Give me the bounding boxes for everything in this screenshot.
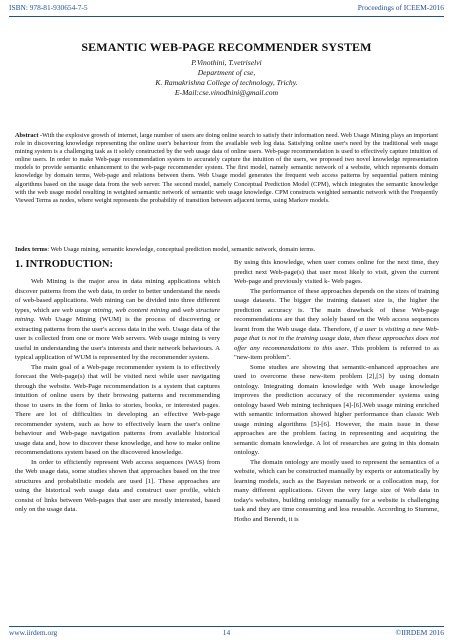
text-run: . This problem is referred to as "new-item problem".: [234, 344, 439, 361]
section-heading: 1. INTRODUCTION:: [15, 259, 114, 270]
left-column: [15, 277, 220, 515]
text-run: . Web Usage Mining (WUM) is the process of discovering or extracting patterns from the user's access data in the web. Usage data of the user is collected from one or more Web servers. Web usage mining is very useful in understanding the user's interests and their network behaviours. A typical application of WUM is represented by the recommender system.: [15, 316, 220, 361]
page-footer: [9, 628, 444, 638]
copyright: ©IIRDEM 2016: [395, 628, 444, 637]
paragraph: By using this knowledge, when user comes online for the next time, they predict next Web-page(s) that user most likely to visit, given the current Web-page and previously visited k- Web pages.: [234, 259, 439, 285]
abstract-label: Abstract -: [15, 132, 43, 139]
paper-title: SEMANTIC WEB-PAGE RECOMMENDER SYSTEM: [81, 40, 372, 54]
index-terms: [15, 246, 438, 254]
paragraph: [15, 277, 220, 363]
paragraph: Some studies are showing that semantic-enhanced approaches are used to overcome these new-item problem [2],[3] by using domain ontology. Integrating domain knowledge with Web usage knowledge improves the prediction accuracy of the recommender systems using ontology based Web mining techniques [4]-[6].Web usage mining enriched with semantic information showed higher performance than classic Web usage mining algorithms [5]-[6]. However, the main issue in these approaches are the problem facing in representing and acquiring the semantic domain knowledge. A lot of researches are going in this domain ontology.: [234, 363, 439, 456]
text-run-italic: web structure mining: [15, 306, 220, 323]
text-run: and: [168, 306, 183, 314]
page-number: 14: [222, 628, 231, 637]
isbn-text: ISBN: 978-81-930654-7-5: [9, 3, 88, 12]
abstract: [15, 132, 438, 205]
page-header: [9, 3, 444, 15]
footer-rule: [9, 626, 444, 627]
index-terms-text: : Web Usage mining, semantic knowledge, conceptual prediction model, semantic network, domain terms.: [47, 246, 316, 253]
text-run: The performance of these approaches depends on the sizes of training usage datasets. The bigger the training dataset size is, the higher the prediction accuracy is. The main drawback of these Web-page recommendations are that they solely based on the Web access sequences learnt from the Web usage data. Therefore,: [234, 287, 439, 333]
college: K. Ramakrishna College of technology, Trichy.: [155, 78, 298, 87]
text-run-italic: web usage mining, web content mining: [61, 306, 169, 314]
department: Department of cse,: [197, 68, 256, 77]
paragraph: [234, 287, 439, 363]
paragraph: The main goal of a Web-page recommender system is to effectively forecast the Web-page(s) that will be visited next while user navigating through the website. Web-Page recommendation is a system that captures intuition of online users by their browsing patterns and recommending those to users in the form of links to stories, books, or interested pages. There are lot of difficulties in developing an effective Web-page recommender system, such as how to effectively learn the user's online behaviour and Web-page navigation patterns from available historical usage data and, how to discover these knowledge, and how to make online recommendations system based on the discovered knowledge.: [15, 363, 220, 456]
proceedings-text: Proceedings of ICEEM-2016: [357, 3, 444, 12]
footer-url[interactable]: www.iirdem.org: [9, 628, 58, 637]
text-run-italic: if a user is visiting a new Web-page that is not in the training usage data, then these approaches does not offer any recommendations to this user: [234, 325, 439, 352]
header-rule: [9, 16, 444, 17]
authors: P.Vinothini, T.vetriselvi: [191, 58, 262, 67]
author-email: E-Mail:cse.vinodhini@gmail.com: [174, 88, 279, 97]
text-run: Web Mining is the major area in data mining applications which discover patterns from the web data, in order to better understand the needs of web-based applications. Web mining can be divided into three different types, which are: [15, 278, 220, 314]
right-column: [234, 258, 439, 524]
paragraph: In order to efficiently represent Web access sequences (WAS) from the Web usage data, some studies shown that approaches based on the tree structures and probabilistic models are used [1]. These approaches are using the historical web usage data and construct user profile, which consist of links between Web-pages that user are mostly interested, based only on the usage data.: [15, 458, 220, 513]
index-terms-label: Index terms: [15, 246, 48, 253]
paragraph: The domain ontology are mostly used to represent the semantics of a website, which can be constructed manually by experts or automatically by learning models, such as the Bayesian network or a collocation map, for many different applications. Given the very large size of Web data in today's websites, building ontology manually for a website is challenging task and they are time consuming and less reusable. According to Stumme, Hotho and Berendt, it is: [234, 458, 439, 523]
abstract-text: With the explosive growth of internet, large number of users are doing online search to satisfy their information need. Web Usage Mining plays an important role in discovering knowledge representing the online user's behaviour from the available web log data. Satisfying online user's need by the traditional web usage mining system is a challenging task as it solely constructed by the web usage data of online users. Web-page recommendation is used to effectively capture intuition of online users. In order to make Web-page recommendation system to accurately capture the intuition of the users, we proposed two novel knowledge representation models to provide semantic enhancement to the web-page recommender system. The first model, namely semantic network of a website, which represents domain knowledge by domain terms, Web-page and relations between them. Web Usage model generates the frequent web access patterns by sequential pattern mining algorithms based on the usage data from the web server. The second model, namely Conceptual Prediction Model (CPM), which integrates the semantic knowledge with the web usage model resulting in weighted semantic network of semantic web usage knowledge. CPM constructs weighted semantic network with the Frequently Viewed Terms as nodes, where weight represents the probability of transition between adjacent terms, using Markov models.: [15, 132, 438, 204]
